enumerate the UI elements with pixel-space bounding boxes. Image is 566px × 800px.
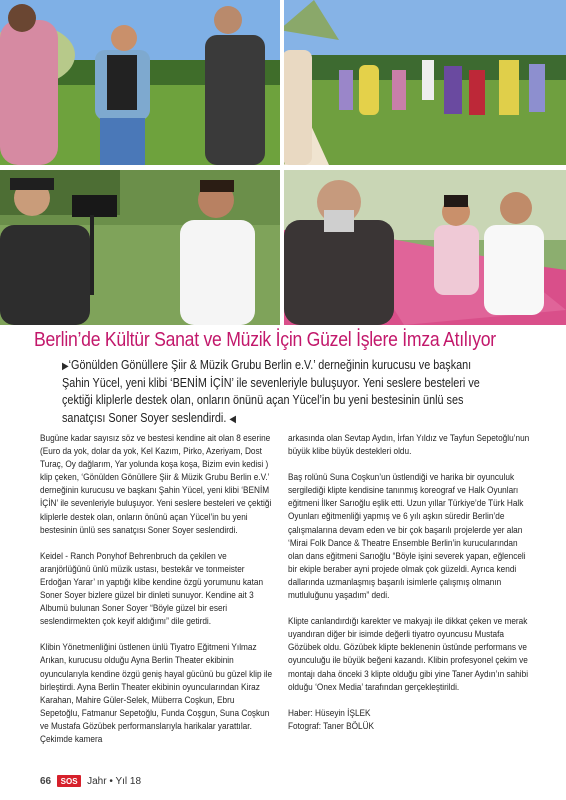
paragraph: Baş rolünü Suna Coşkun’un üstlendiği ve harika bir oyunculuk sergilediği klipte kendisine tanınmış koreograf ve Halk Oyunları eğitmeni İlker Sarıoğlu eşlik etti. Uzun yıllar Türkiye’de Türk Halk Oyunları eğitmenliği yapmış ve 6 yılı aşkın süredir Berlin’de çalışmalarına devam eden ve bir çok başarılı projelerde yer alan ‘Mirai Folk Dance & Theatre Ensemble Berlin’in kurucularından olan dans eğitmeni Sarıoğlu “Böyle işini severek yapan, eğlenceli bir ekiple beraber ayni projede olmak çok güzeldi. Ayrıca kendi dallarında uzmanlaşmış başarılı isimlerle çalışmış olmanın mutluluğunu yaşadım” dedi. bbox=[288, 472, 526, 602]
lead-line: Şahin Yücel, yeni klibi ‘BENİM İÇİN’ ile sevenleriyle buluşuyor. Yeni seslere besteleri ve bbox=[62, 376, 480, 391]
paragraph: arkasında olan Sevtap Aydın, İrfan Yıldız ve Tayfun Sepetoğlu’nun büyük klibe büyük destekleri oldu. bbox=[288, 433, 530, 458]
lead-line: ▶‘Gönülden Gönüllere Şiir & Müzik Grubu Berlin e.V.’ derneğinin kurucusu ve başkanı bbox=[62, 358, 472, 372]
magazine-logo: SOS bbox=[57, 775, 81, 787]
photo-singers-in-meadow bbox=[0, 0, 280, 165]
article-column-left bbox=[40, 432, 274, 759]
photo-dancers-in-field bbox=[284, 0, 566, 165]
issue-label: Jahr • Yıl 18 bbox=[87, 775, 142, 787]
back-arrow-icon: ◀ bbox=[229, 413, 236, 425]
paragraph: Klipte canlandırdığı karekter ve makyajı ile dikkat çeken ve merak uyandıran diğer bir isimde değerli tiyatro oyuncusu Mustafa Gözübek oldu. Gözübek klipte beklenenin üstünde performans ve oyunculuğu ile büyük beğeni kazandı. Klibin profesyonel çekim ve montajı daha önceki 3 klipte olduğu gibi yine Taner Aydın’ın sahibi olduğu ‘Onex Media’ tarafından gerçekleştirildi. bbox=[288, 616, 529, 693]
lead-line: çektiği kliplerle destek olan, onların önünü açan Yücel’in bu yeni bestesinin ünlü ses bbox=[62, 393, 464, 408]
paragraph: Bugüne kadar sayısız söz ve bestesi kendine ait olan 8 eserine (Euro da yok, dolar da yok, Kel Kazım, Pirko, Azeriyam, Dost Turaç, Oy dağlarım, Yar yolunda koşa koşa, Bizim evin kedisi ) klip çeken, ‘Gönülden Gönüllere Şiir & Müzik Grubu Berlin e.V.’ derneğinin kurucusu ve başkanı Şahin Yücel, yeni klibi ‘BENİM İÇİN’ ile sevenleriyle buluşuyor. Yeni seslere besteleri ve çektiği kliplerle destek olan, onların önünü açan Yücel’in bu yeni bestesinin ünlü ses sanatçısı Soner Soyer seslendirdi. bbox=[40, 433, 272, 536]
page-footer bbox=[40, 774, 141, 788]
paragraph: Keidel - Ranch Ponyhof Behrenbruch da çekilen ve aranjörlüğünü ünlü müzik ustası, bestekâr ve tonmeister Erdoğan Yarar’ ın yaptığı klibe kendine özgü yorumunu katan Soner Soyer bizlere güzel bir dinleti sunuyor. Kendine ait 3 Albumü bulunan Soner Soyer “Böyle güzel bir eseri seslendirmekten çok keyif aldığımı” dile getirdi. bbox=[40, 550, 264, 628]
article-headline: Berlin’de Kültür Sanat ve Müzik İçin Güzel İşlere İmza Atılıyor bbox=[34, 328, 496, 351]
photo-credit: Fotograf: Taner BÖLÜK bbox=[288, 720, 375, 732]
paragraph: Klibin Yönetmenliğini üstlenen ünlü Tiyatro Eğitmeni Yılmaz Arıkan, kurucusu olduğu Ayna Berlin Theater ekibinin oyuncularıyla kendine özgü geniş hayal gücünü bu güzel klip ile birleştirdi. Ayna Berlin Theater ekibinin oyuncularından Kiraz Karahan, Mahire Güler-Selek, Müberra Coşkun, Ebru Sepetoğlu, Fatmanur Sepetoğlu, Funda Coşgun, Suna Coşkun ve Mustafa Gözübek performanslarıyla harikalar yarattılar. Çekimde kamera bbox=[40, 642, 273, 745]
article-lead bbox=[62, 357, 501, 428]
news-credit: Haber: Hüseyin İŞLEK bbox=[288, 707, 371, 719]
page-number: 66 bbox=[40, 775, 52, 787]
photo-group-with-pink-cloth bbox=[284, 170, 566, 325]
photo-cameraman-filming bbox=[0, 170, 280, 325]
article-column-right bbox=[288, 432, 532, 733]
lead-line: sanatçısı Soner Soyer seslendirdi. ◀ bbox=[62, 410, 236, 425]
play-arrow-icon: ▶ bbox=[62, 361, 69, 372]
article-credits bbox=[288, 707, 532, 733]
